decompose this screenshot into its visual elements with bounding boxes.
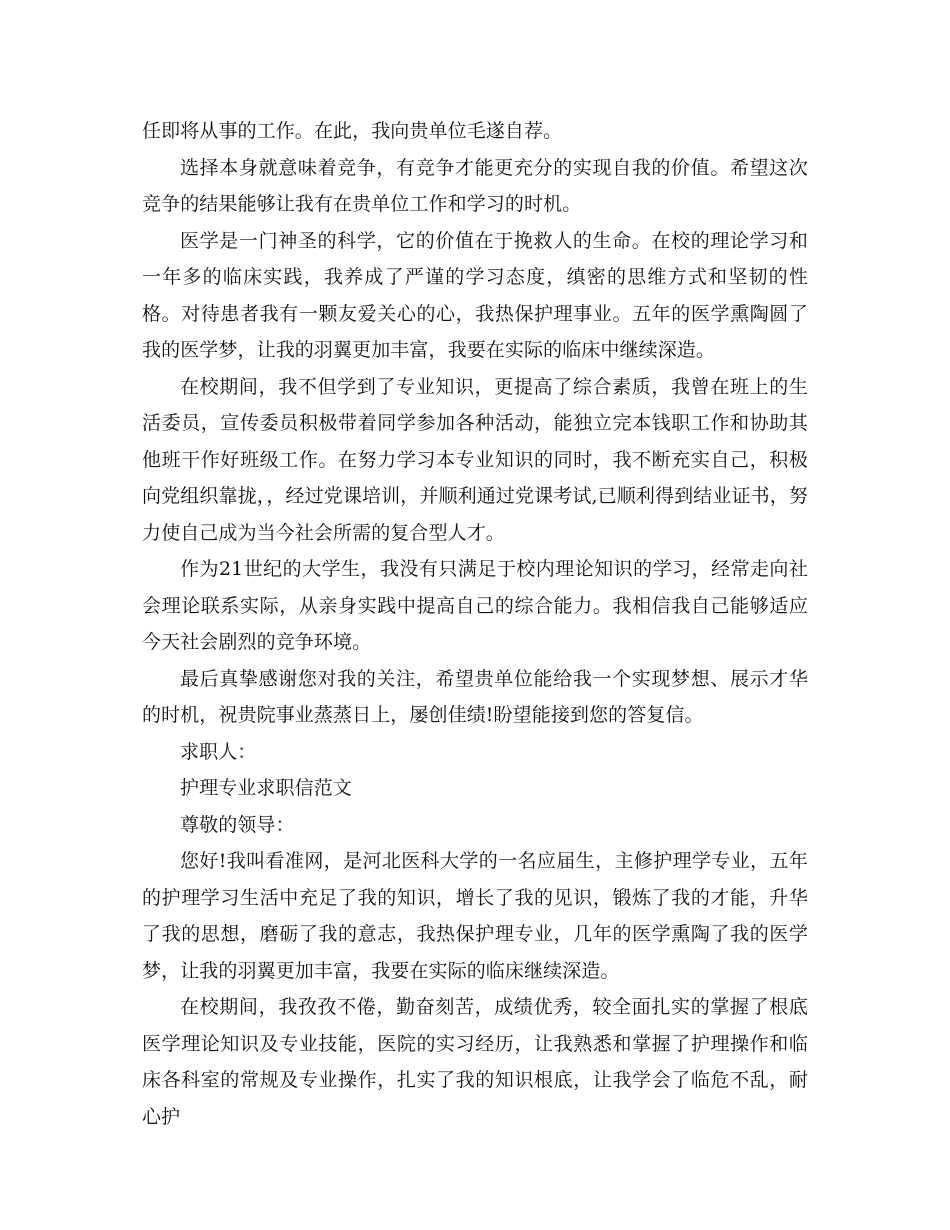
document-body — [142, 113, 808, 1135]
paragraph-5: 作为21世纪的大学生，我没有只满足于校内理论知识的学习，经常走向社会理论联系实际，从亲身实践中提高自己的综合能力。我相信我自己能够适应今天社会剧烈的竞争环境。 — [142, 558, 808, 653]
signature-line: 求职人： — [180, 740, 257, 763]
paragraph-6: 最后真挚感谢您对我的关注，希望贵单位能给我一个实现梦想、展示才华的时机，祝贵院事业蒸蒸日上，屡创佳绩!盼望能接到您的答复信。 — [142, 667, 808, 726]
paragraph-11: 在校期间，我孜孜不倦，勤奋刻苦，成绩优秀，较全面扎实的掌握了根底医学理论知识及专业技能，医院的实习经历，让我熟悉和掌握了护理操作和临床各科室的常规及专业操作，扎实了我的知识根底，让我学会了临危不乱，耐心护 — [142, 996, 808, 1128]
paragraph-3: 医学是一门神圣的科学，它的价值在于挽救人的生命。在校的理论学习和一年多的临床实践，我养成了严谨的学习态度，缜密的思维方式和坚韧的性格。对待患者我有一颗友爱关心的心，我热保护理事业。五年的医学熏陶圆了我的医学梦，让我的羽翼更加丰富，我要在实际的临床中继续深造。 — [142, 229, 808, 361]
paragraph-4: 在校期间，我不但学到了专业知识，更提高了综合素质，我曾在班上的生活委员，宣传委员积极带着同学参加各种活动，能独立完本钱职工作和协助其他班干作好班级工作。在努力学习本专业知识的同时，我不断充实自己，积极向党组织靠拢，，经过党课培训，并顺利通过党课考试,已顺利得到结业证书，努力使自己成为当今社会所需的复合型人才。 — [142, 375, 808, 544]
paragraph-10: 您好!我叫看准网，是河北医科大学的一名应届生，主修护理学专业，五年的护理学习生活中充足了我的知识，增长了我的见识，锻炼了我的才能，升华了我的思想，磨砺了我的意志，我热保护理专业，几年的医学熏陶了我的医学梦，让我的羽翼更加丰富，我要在实际的临床继续深造。 — [142, 850, 808, 982]
salutation: 尊敬的领导： — [180, 813, 295, 836]
paragraph-2: 选择本身就意味着竞争，有竞争才能更充分的实现自我的价值。希望这次竞争的结果能够让我有在贵单位工作和学习的时机。 — [142, 156, 808, 215]
paragraph-1: 任即将从事的工作。在此，我向贵单位毛遂自荐。 — [142, 120, 563, 142]
section-title: 护理专业求职信范文 — [180, 777, 352, 799]
